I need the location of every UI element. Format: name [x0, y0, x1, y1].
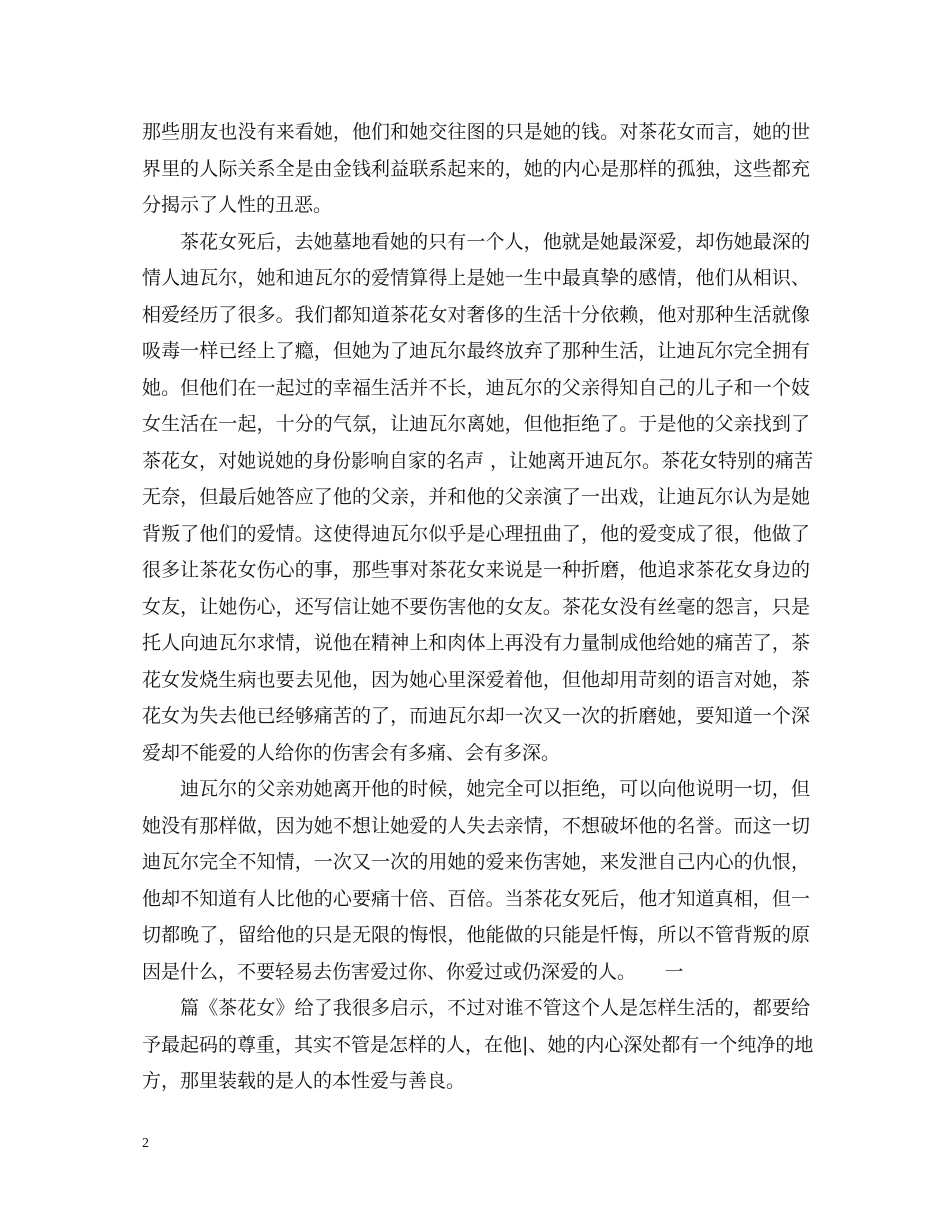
- text-line: 那些朋友也没有来看她，他们和她交往图的只是她的钱。对茶花女而言，她的世: [142, 121, 810, 143]
- text-line: 无奈，但最后她答应了他的父亲，并和他的父亲演了一出戏，让迪瓦尔认为是她: [142, 486, 810, 508]
- text-line: 予最起码的尊重，其实不管是怎样的人，在他|、她的内心深处都有一个纯净的地: [142, 1033, 814, 1056]
- text-line: 花女发烧生病也要去见他，因为她心里深爱着他，但他却用苛刻的语言对她，茶: [142, 668, 810, 691]
- text-line: 界里的人际关系全是由金钱利益联系起来的，她的内心是那样的孤独，这些都充: [142, 157, 810, 180]
- text-line: 迪瓦尔完全不知情，一次又一次的用她的爱来伤害她，来发泄自己内心的仇恨，: [142, 851, 810, 873]
- text-line: 爱却不能爱的人给你的伤害会有多痛、会有多深。: [142, 741, 561, 764]
- paragraph-start-line: 篇《茶花女》给了我很多启示，不过对谁不管这个人是怎样生活的，都要给: [180, 997, 810, 1019]
- text-line: 背叛了他们的爱情。这使得迪瓦尔似乎是心理扭曲了，他的爱变成了很，他做了: [142, 522, 810, 545]
- text-line: 切都晚了，留给他的只是无限的悔恨，他能做的只能是忏悔，所以不管背叛的原: [142, 924, 810, 946]
- text-line: 方，那里装载的是人的本性爱与善良。: [142, 1070, 466, 1092]
- text-line: 茶花女，对她说她的身份影响自家的名声 ，让她离开迪瓦尔。茶花女特别的痛苦: [142, 449, 814, 472]
- text-line: 分揭示了人性的丑恶。: [142, 194, 333, 216]
- text-line: 因是什么，不要轻易去伤害爱过你、你爱过或仍深爱的人。 一: [142, 960, 684, 983]
- text-line: 情人迪瓦尔，她和迪瓦尔的爱情算得上是她一生中最真挚的感情，他们从相识、: [142, 267, 810, 289]
- text-line: 相爱经历了很多。我们都知道茶花女对奢侈的生活十分依赖，他对那种生活就像: [142, 303, 810, 326]
- text-line: 很多让茶花女伤心的事，那些事对茶花女来说是一种折磨，他追求茶花女身边的: [142, 559, 810, 581]
- body-text: [142, 114, 814, 1100]
- text-line: 她。但他们在一起过的幸福生活并不长，迪瓦尔的父亲得知自己的儿子和一个妓: [142, 376, 810, 399]
- text-line: 她没有那样做，因为她不想让她爱的人失去亲情，不想破坏他的名誉。而这一切: [142, 814, 810, 837]
- text-line: 托人向迪瓦尔求情，说他在精神上和肉体上再没有力量制成他给她的痛苦了，茶: [142, 632, 810, 654]
- text-line: 他却不知道有人比他的心要痛十倍、百倍。当茶花女死后，他才知道真相，但一: [142, 887, 810, 910]
- text-line: 女生活在一起，十分的气氛，让迪瓦尔离她，但他拒绝了。于是他的父亲找到了: [142, 413, 810, 435]
- text-line: 花女为失去他已经够痛苦的了，而迪瓦尔却一次又一次的折磨她，要知道一个深: [142, 705, 810, 727]
- page-number: 2: [142, 1136, 149, 1151]
- text-line: 女友，让她伤心，还写信让她不要伤害他的女友。茶花女没有丝毫的怨言，只是: [142, 595, 810, 618]
- paragraph-start-line: 茶花女死后，去她墓地看她的只有一个人，他就是她最深爱，却伤她最深的: [180, 230, 810, 253]
- text-line: 吸毒一样已经上了瘾，但她为了迪瓦尔最终放弃了那种生活，让迪瓦尔完全拥有: [142, 340, 810, 362]
- paragraph-start-line: 迪瓦尔的父亲劝她离开他的时候，她完全可以拒绝，可以向他说明一切，但: [180, 778, 810, 800]
